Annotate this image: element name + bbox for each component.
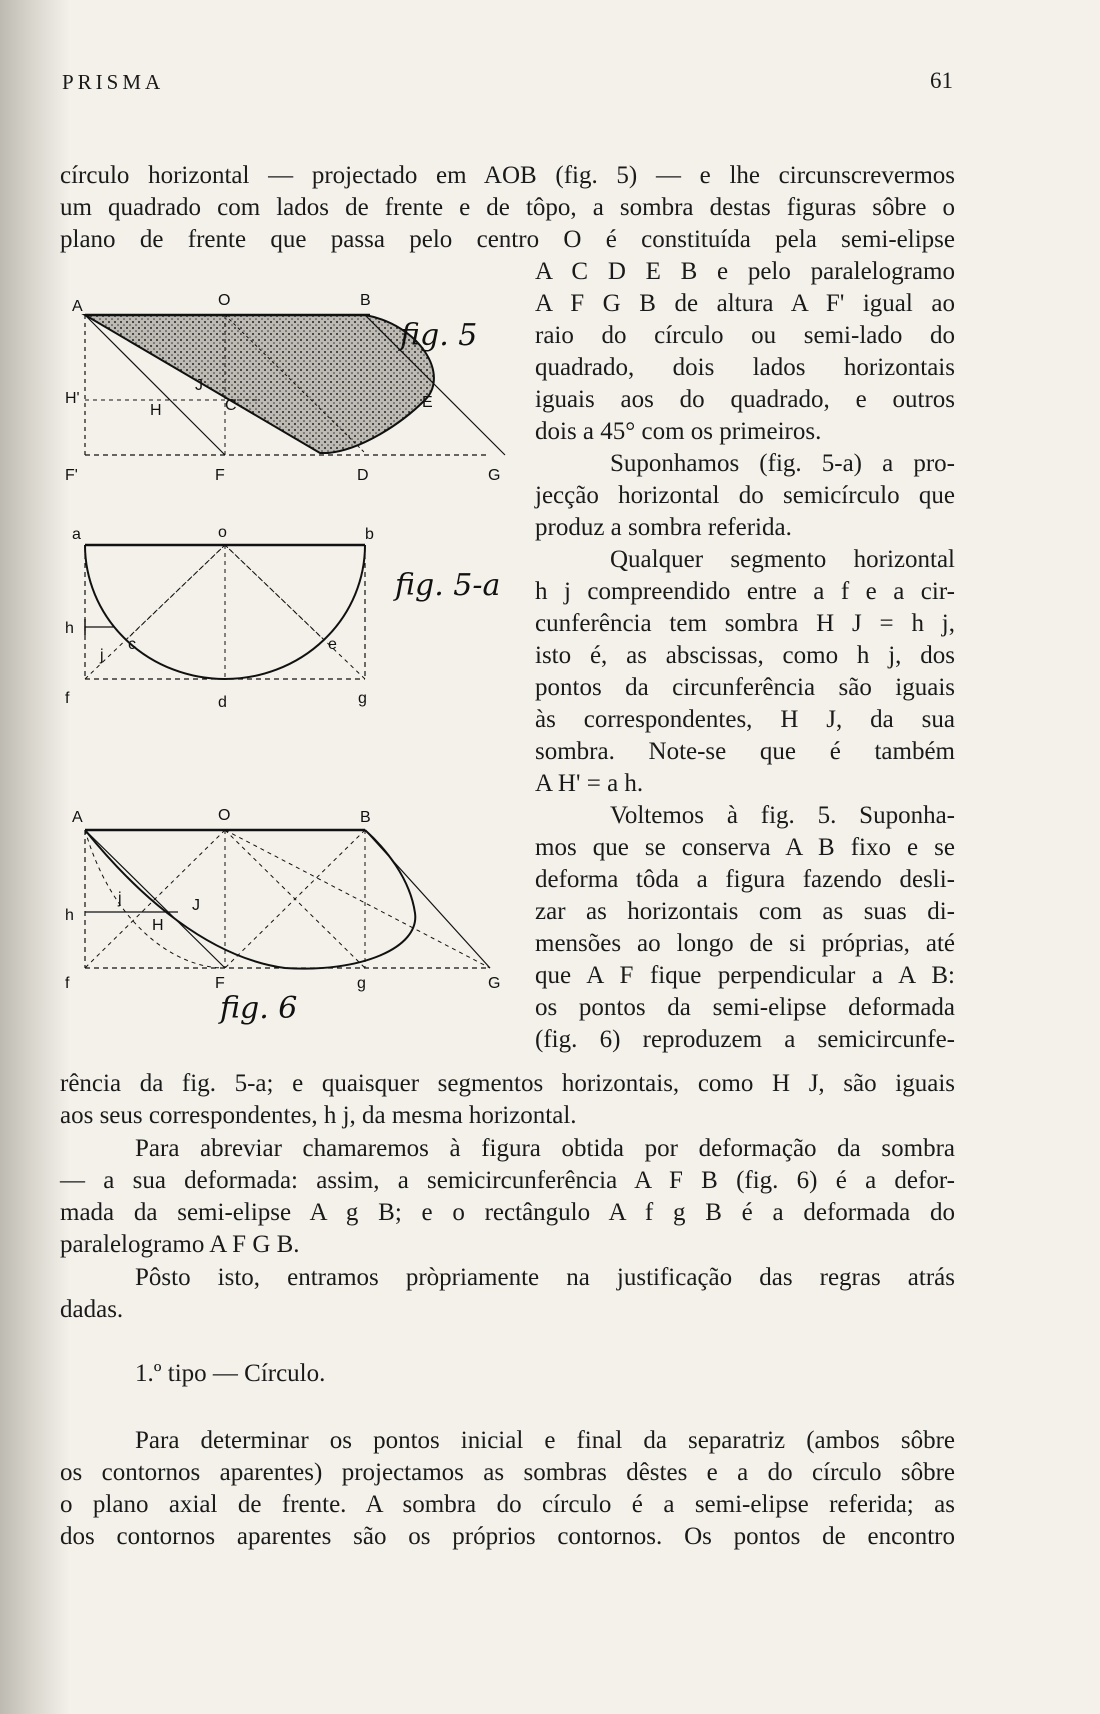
point-label: B: [360, 292, 371, 309]
text-line: mos que se conserva A B fixo e se: [535, 834, 955, 861]
point-label: j: [118, 890, 122, 907]
text-line: que A F fique perpendicular a A B:: [535, 962, 955, 989]
point-label: d: [218, 694, 227, 711]
point-label: o: [218, 524, 227, 541]
text-line: os contornos aparentes) projectamos as sombras dêstes e a do círculo sôbre: [60, 1459, 955, 1486]
text-line: às correspondentes, H J, da sua: [535, 706, 955, 733]
text-line: quadrado, dois lados horizontais: [535, 354, 955, 381]
figure-6: [60, 808, 530, 1028]
point-label: h: [65, 620, 74, 637]
page-number: 61: [930, 68, 953, 93]
point-label: b: [365, 526, 374, 543]
text-line: dos contornos aparentes são os próprios contornos. Os pontos de encontro: [60, 1523, 955, 1550]
text-line: isto é, as abscissas, como h j, dos: [535, 642, 955, 669]
text-line: A H' = a h.: [535, 770, 644, 797]
point-label: F': [65, 467, 78, 484]
point-label: e: [328, 636, 337, 653]
text-line: jecção horizontal do semicírculo que: [535, 482, 955, 509]
text-line: Para determinar os pontos inicial e final da separatriz (ambos sôbre: [135, 1427, 955, 1454]
text-line: deforma tôda a figura fazendo desli-: [535, 866, 955, 893]
text-line: h j compreendido entre a f e a cir-: [535, 578, 955, 605]
text-line: pontos da circunferência são iguais: [535, 674, 955, 701]
text-line: raio do círculo ou semi-lado do: [535, 322, 955, 349]
point-label: A: [72, 809, 83, 826]
text-line: Pôsto isto, entramos pròpriamente na justificação das regras atrás: [135, 1264, 955, 1291]
point-label: h: [65, 907, 74, 924]
text-line: círculo horizontal — projectado em AOB (fig. 5) — e lhe circunscrevermos: [60, 162, 955, 189]
text-line: um quadrado com lados de frente e de tôpo, a sombra destas figuras sôbre o: [60, 194, 955, 221]
point-label: j: [100, 647, 104, 664]
section-heading: 1.º tipo — Círculo.: [135, 1360, 326, 1387]
point-label: f: [65, 690, 70, 707]
figure-caption: fig. 5-a: [395, 568, 501, 603]
text-line: os pontos da semi-elipse deformada: [535, 994, 955, 1021]
text-line: Qualquer segmento horizontal: [610, 546, 955, 573]
point-label: H: [152, 917, 164, 934]
point-label: F: [215, 467, 225, 484]
point-label: A: [72, 298, 83, 315]
point-label: J: [195, 377, 203, 394]
text-line: sombra. Note-se que é também: [535, 738, 955, 765]
point-label: G: [488, 467, 501, 484]
text-line: mada da semi-elipse A g B; e o rectângulo A f g B é a deformada do: [60, 1199, 955, 1226]
point-label: f: [65, 975, 70, 992]
text-line: plano de frente que passa pelo centro O é constituída pela semi-elipse: [60, 226, 955, 253]
text-line: A F G B de altura A F' igual ao: [535, 290, 955, 317]
point-label: D: [357, 467, 369, 484]
text-line: — a sua deformada: assim, a semicircunferência A F B (fig. 6) é a defor-: [60, 1167, 955, 1194]
text-line: cunferência tem sombra H J = h j,: [535, 610, 955, 637]
point-label: B: [360, 809, 371, 826]
text-line: Voltemos à fig. 5. Suponha-: [610, 802, 955, 829]
text-line: produz a sombra referida.: [535, 514, 792, 541]
running-head: PRISMA: [62, 70, 165, 94]
text-line: o plano axial de frente. A sombra do círculo é a semi-elipse referida; as: [60, 1491, 955, 1518]
point-label: G: [488, 975, 501, 992]
text-line: A C D E B e pelo paralelogramo: [535, 258, 955, 285]
figure-5a: [60, 525, 530, 715]
text-line: mensões ao longo de si próprias, até: [535, 930, 955, 957]
point-label: g: [358, 690, 367, 707]
point-label: C: [225, 397, 237, 414]
point-label: E: [422, 394, 433, 411]
text-line: dois a 45° com os primeiros.: [535, 418, 822, 445]
text-line: dadas.: [60, 1296, 124, 1323]
point-label: J: [192, 897, 200, 914]
figure-5: [60, 285, 530, 485]
point-label: O: [218, 292, 231, 309]
text-line: iguais aos do quadrado, e outros: [535, 386, 955, 413]
figure-caption: fig. 6: [220, 991, 298, 1026]
point-label: H': [65, 390, 80, 407]
point-label: g: [357, 975, 366, 992]
point-label: H: [150, 402, 162, 419]
text-line: zar as horizontais com as suas di-: [535, 898, 955, 925]
point-label: O: [218, 807, 231, 824]
point-label: a: [72, 526, 81, 543]
point-label: F: [215, 975, 225, 992]
text-line: paralelogramo A F G B.: [60, 1231, 300, 1258]
text-line: rência da fig. 5-a; e quaisquer segmentos horizontais, como H J, são iguais: [60, 1070, 955, 1097]
point-label: c: [128, 636, 136, 653]
text-line: Para abreviar chamaremos à figura obtida por deformação da sombra: [135, 1135, 955, 1162]
text-line: Suponhamos (fig. 5-a) a pro-: [610, 450, 955, 477]
text-line: aos seus correspondentes, h j, da mesma horizontal.: [60, 1102, 577, 1129]
figure-caption: fig. 5: [400, 318, 478, 353]
text-line: (fig. 6) reproduzem a semicircunfe-: [535, 1026, 955, 1053]
